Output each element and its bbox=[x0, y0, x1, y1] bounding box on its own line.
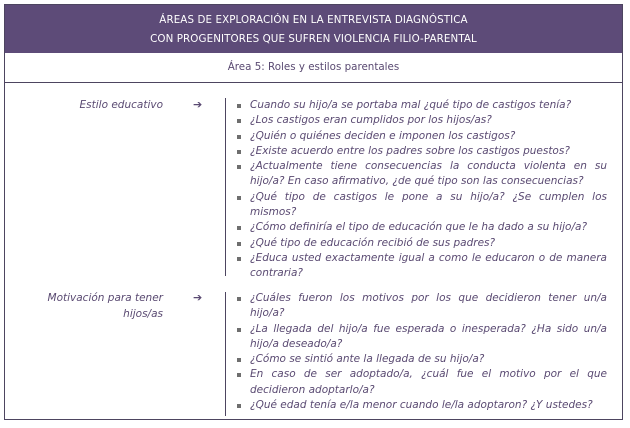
list-item bbox=[231, 113, 607, 128]
question-text: ¿La llegada del hijo/a fue esperada o inesperada? ¿Ha sido un/a hijo/a deseado/a? bbox=[250, 322, 607, 350]
list-item bbox=[231, 398, 607, 413]
list-item bbox=[231, 98, 607, 113]
list-item bbox=[231, 220, 607, 235]
column-divider bbox=[225, 292, 226, 416]
list-item bbox=[231, 352, 607, 367]
list-item bbox=[231, 236, 607, 251]
header-title-line-1: ÁREAS DE EXPLORACIÓN EN LA ENTREVISTA DIAGNÓSTICA bbox=[159, 14, 468, 26]
column-divider bbox=[225, 98, 226, 276]
list-item bbox=[231, 367, 607, 398]
square-bullet-icon bbox=[237, 165, 241, 169]
question-text: ¿Qué tipo de educación recibió de sus padres? bbox=[250, 236, 496, 249]
list-item bbox=[231, 144, 607, 159]
section-label-line-2: hijos/as bbox=[123, 308, 163, 320]
question-list bbox=[231, 98, 607, 282]
square-bullet-icon bbox=[237, 226, 241, 230]
question-text: ¿Actualmente tiene consecuencias la conducta violenta en su hijo/a? En caso afirmativo, ¿de qué tipo son las consecuencias? bbox=[250, 160, 607, 188]
section-label-line-1: Motivación para tener bbox=[47, 292, 163, 304]
question-text: Cuando su hijo/a se portaba mal ¿qué tipo de castigos tenía? bbox=[250, 99, 572, 111]
square-bullet-icon bbox=[237, 119, 241, 123]
list-item bbox=[231, 159, 607, 190]
question-text: ¿Cuáles fueron los motivos por los que decidieron tener un/a hijo/a? bbox=[250, 292, 607, 320]
section-label: Estilo educativo bbox=[79, 99, 163, 111]
question-text: ¿Educa usted exactamente igual a como le educaron o de manera contraria? bbox=[250, 251, 607, 280]
right-arrow-icon: ➔ bbox=[193, 291, 203, 304]
square-bullet-icon bbox=[237, 135, 241, 139]
question-text: ¿Qué edad tenía e/la menor cuando le/la adoptaron? ¿Y ustedes? bbox=[250, 399, 593, 412]
square-bullet-icon bbox=[237, 104, 241, 108]
square-bullet-icon bbox=[237, 196, 241, 200]
area-subheader: Área 5: Roles y estilos parentales bbox=[5, 53, 622, 83]
square-bullet-icon bbox=[237, 242, 241, 246]
question-text: ¿Cómo definiría el tipo de educación que le ha dado a su hijo/a? bbox=[250, 221, 588, 234]
question-list bbox=[231, 291, 607, 413]
right-arrow-icon: ➔ bbox=[193, 98, 203, 111]
question-text: ¿Cómo se sintió ante la llegada de su hijo/a? bbox=[250, 353, 485, 366]
square-bullet-icon bbox=[237, 373, 241, 377]
list-item bbox=[231, 291, 607, 322]
square-bullet-icon bbox=[237, 328, 241, 332]
square-bullet-icon bbox=[237, 297, 241, 301]
square-bullet-icon bbox=[237, 404, 241, 408]
question-text: ¿Los castigos eran cumplidos por los hijos/as? bbox=[250, 114, 492, 127]
question-text: ¿Quién o quiénes deciden e imponen los castigos? bbox=[250, 129, 516, 142]
square-bullet-icon bbox=[237, 150, 241, 154]
list-item bbox=[231, 322, 607, 353]
question-text: ¿Qué tipo de castigos le pone a su hijo/a? ¿Se cumplen los mismos? bbox=[250, 190, 607, 219]
list-item bbox=[231, 129, 607, 144]
exploration-table bbox=[4, 4, 623, 420]
question-text: ¿Existe acuerdo entre los padres sobre los castigos puestos? bbox=[250, 144, 570, 157]
question-text: En caso de ser adoptado/a, ¿cuál fue el motivo por el que decidieron adoptarlo/a? bbox=[250, 368, 607, 396]
header-title-line-2: CON PROGENITORES QUE SUFREN VIOLENCIA FILIO-PARENTAL bbox=[150, 33, 477, 45]
square-bullet-icon bbox=[237, 257, 241, 261]
section-label bbox=[48, 290, 163, 322]
square-bullet-icon bbox=[237, 358, 241, 362]
list-item bbox=[231, 190, 607, 221]
list-item bbox=[231, 251, 607, 282]
table-header bbox=[5, 5, 622, 53]
